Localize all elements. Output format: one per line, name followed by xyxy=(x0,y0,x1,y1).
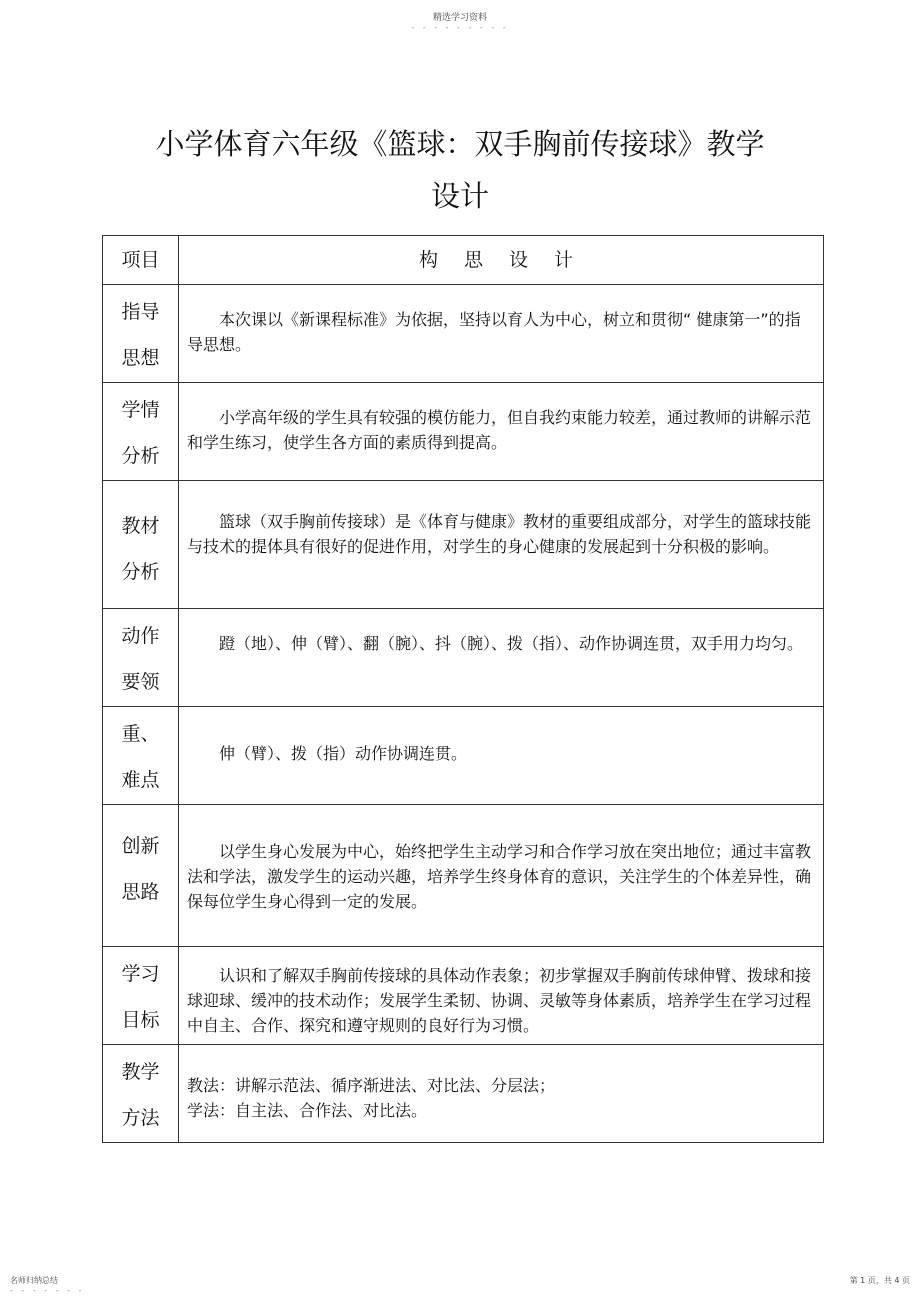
row-label: 学习 目标 xyxy=(103,947,179,1045)
table-row xyxy=(103,285,824,383)
column-header-item: 项目 xyxy=(103,236,179,285)
header-dots: - - - - - - - - - xyxy=(411,23,509,32)
table-row xyxy=(103,481,824,609)
row-content: 以学生身心发展为中心，始终把学生主动学习和合作学习放在突出地位；通过丰富教法和学法，激发学生的运动兴趣，培养学生终身体育的意识，关注学生的个体差异性，确保每位学生身心得到一定的发展。 xyxy=(179,805,824,947)
row-label: 创新 思路 xyxy=(103,805,179,947)
row-label: 教材 分析 xyxy=(103,481,179,609)
document-title xyxy=(100,118,820,222)
footer-left: 名师归纳总结 - - - - - - - xyxy=(10,1276,85,1295)
page-number: 第 1 页，共 4 页 xyxy=(849,1276,910,1285)
row-label: 学情 分析 xyxy=(103,383,179,481)
column-header-design: 构 思 设 计 xyxy=(179,236,824,285)
row-content: 伸（臂）、拨（指）动作协调连贯。 xyxy=(179,707,824,805)
table-row xyxy=(103,805,824,947)
row-content: 教法：讲解示范法、循序渐进法、对比法、分层法； 学法：自主法、合作法、对比法。 xyxy=(179,1045,824,1143)
design-table xyxy=(102,235,824,1143)
title-line-1: 小学体育六年级《篮球：双手胸前传接球》教学 xyxy=(155,127,765,161)
row-content: 小学高年级的学生具有较强的模仿能力，但自我约束能力较差，通过教师的讲解示范和学生练习，使学生各方面的素质得到提高。 xyxy=(179,383,824,481)
row-content: 篮球（双手胸前传接球）是《体育与健康》教材的重要组成部分，对学生的篮球技能与技术的提体具有很好的促进作用，对学生的身心健康的发展起到十分积极的影响。 xyxy=(179,481,824,609)
header-label: 精选学习资料 xyxy=(432,13,487,23)
table-header-row xyxy=(103,236,824,285)
page-header xyxy=(0,10,920,32)
table-row xyxy=(103,383,824,481)
row-label: 重、 难点 xyxy=(103,707,179,805)
table-row xyxy=(103,947,824,1045)
table-row xyxy=(103,1045,824,1143)
row-label: 动作 要领 xyxy=(103,609,179,707)
row-content: 本次课以《新课程标准》为依据，坚持以育人为中心，树立和贯彻“ 健康第一”的指导思想。 xyxy=(179,285,824,383)
table-row xyxy=(103,707,824,805)
table-row xyxy=(103,609,824,707)
title-line-2: 设计 xyxy=(430,179,489,213)
row-label: 教学 方法 xyxy=(103,1045,179,1143)
row-content: 认识和了解双手胸前传接球的具体动作表象；初步掌握双手胸前传球伸臂、拨球和接球迎球、缓冲的技术动作；发展学生柔韧、协调、灵敏等身体素质，培养学生在学习过程中自主、合作、探究和遵守规则的良好行为习惯。 xyxy=(179,947,824,1045)
row-label: 指导 思想 xyxy=(103,285,179,383)
row-content: 蹬（地）、伸（臂）、翻（腕）、抖（腕）、拨（指）、动作协调连贯，双手用力均匀。 xyxy=(179,609,824,707)
